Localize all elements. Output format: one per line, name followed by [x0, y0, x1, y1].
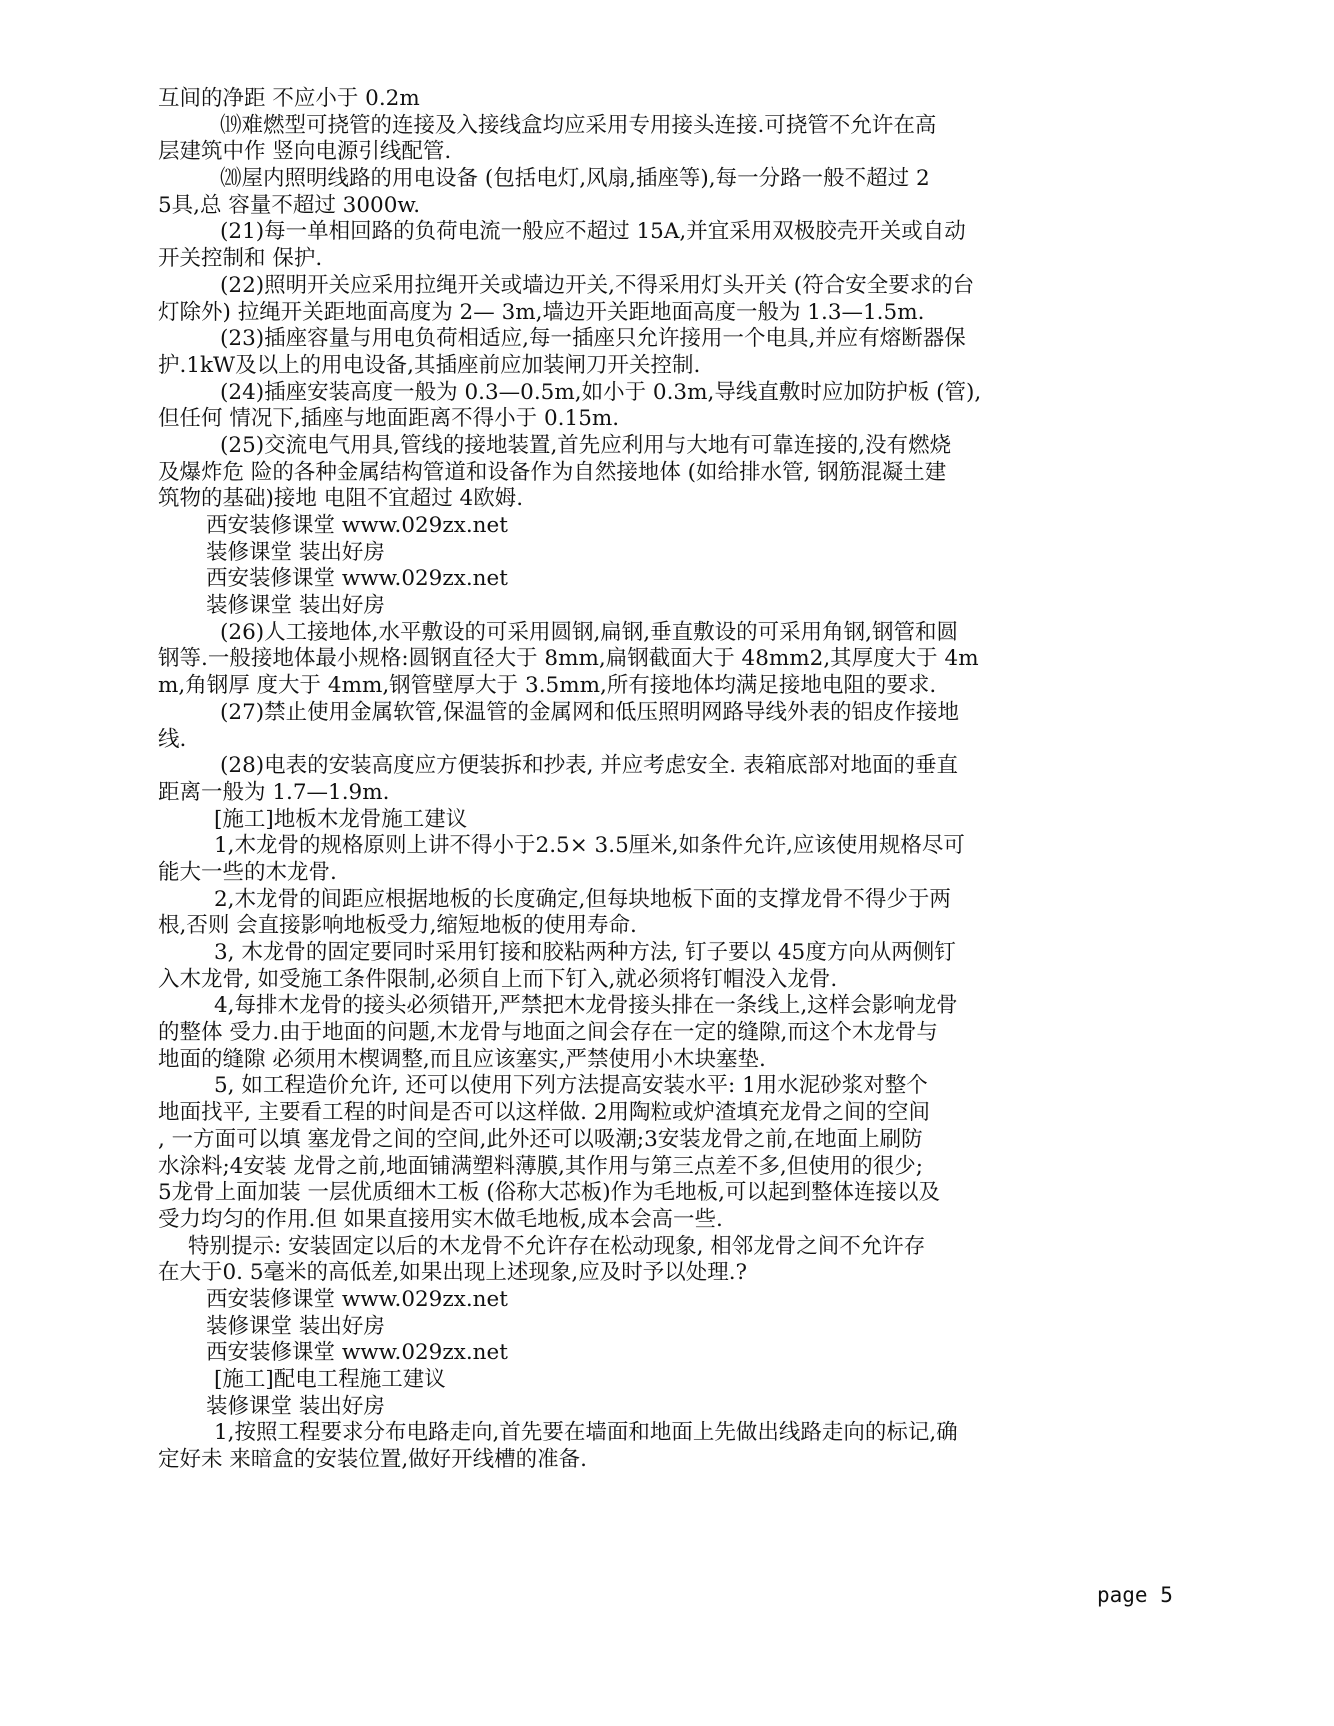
document-body — [158, 86, 1162, 1474]
body-line: 2,木龙骨的间距应根据地板的长度确定,但每块地板下面的支撑龙骨不得少于两 — [214, 886, 951, 912]
body-line: (23)插座容量与用电负荷相适应,每一插座只允许接用一个电具,并应有熔断器保 — [220, 326, 966, 352]
site-name-line: 西安装修课堂 www.029zx.net — [206, 1286, 508, 1312]
body-line: 4,每排木龙骨的接头必须错开,严禁把木龙骨接头排在一条线上,这样会影响龙骨 — [214, 993, 958, 1019]
body-line: (26)人工接地体,水平敷设的可采用圆钢,扁钢,垂直敷设的可采用角钢,钢管和圆 — [220, 619, 958, 645]
body-line: ⒆难燃型可挠管的连接及入接线盒均应采用专用接头连接.可挠管不允许在高 — [220, 112, 937, 138]
body-line: 入木龙骨, 如受施工条件限制,必须自上而下钉入,就必须将钉帽没入龙骨. — [158, 966, 838, 992]
body-line: 5龙骨上面加装 一层优质细木工板 (俗称大芯板)作为毛地板,可以起到整体连接以及 — [158, 1180, 940, 1206]
body-line: (25)交流电气用具,管线的接地装置,首先应利用与大地有可靠连接的,没有燃烧 — [220, 432, 952, 458]
body-line: 距离一般为 1.7—1.9m. — [158, 779, 390, 805]
body-line: (21)每一单相回路的负荷电流一般应不超过 15A,并宜采用双极胶壳开关或自动 — [220, 219, 966, 245]
body-line: 在大于0. 5毫米的高低差,如果出现上述现象,应及时予以处理.? — [158, 1260, 748, 1286]
body-line: (28)电表的安装高度应方便装拆和抄表, 并应考虑安全. 表箱底部对地面的垂直 — [220, 753, 958, 779]
body-line: 筑物的基础)接地 电阻不宜超过 4欧姆. — [158, 486, 524, 512]
site-name-line: 西安装修课堂 www.029zx.net — [206, 513, 508, 538]
slogan-line: 装修课堂 装出好房 — [206, 539, 385, 565]
body-line: 5, 如工程造价允许, 还可以使用下列方法提高安装水平: 1用水泥砂浆对整个 — [214, 1073, 928, 1099]
body-line: 1,按照工程要求分布电路走向,首先要在墙面和地面上先做出线路走向的标记,确 — [214, 1420, 958, 1446]
body-line: 受力均匀的作用.但 如果直接用实木做毛地板,成本会高一些. — [158, 1206, 723, 1232]
body-line: (27)禁止使用金属软管,保温管的金属网和低压照明网路导线外表的铝皮作接地 — [220, 699, 959, 725]
body-line: 层建筑中作 竖向电源引线配管. — [158, 139, 452, 165]
body-line: 钢等.一般接地体最小规格:圆钢直径大于 8mm,扁钢截面大于 48mm2,其厚度大于 4m — [158, 646, 979, 672]
body-line: 互间的净距 不应小于 0.2m — [158, 86, 420, 111]
body-line: (22)照明开关应采用拉绳开关或墙边开关,不得采用灯头开关 (符合安全要求的台 — [220, 272, 975, 298]
body-line: 及爆炸危 险的各种金属结构管道和设备作为自然接地体 (如给排水管, 钢筋混凝土建 — [158, 459, 947, 485]
slogan-line: 装修课堂 装出好房 — [206, 1313, 385, 1339]
body-line: m,角钢厚 度大于 4mm,钢管壁厚大于 3.5mm,所有接地体均满足接地电阻的要求. — [158, 673, 937, 699]
site-name-line: 西安装修课堂 www.029zx.net — [206, 566, 508, 592]
body-line: 但任何 情况下,插座与地面距离不得小于 0.15m. — [158, 406, 620, 432]
body-line: 地面找平, 主要看工程的时间是否可以这样做. 2用陶粒或炉渣填充龙骨之间的空间 — [158, 1100, 931, 1126]
section-heading: [施工]配电工程施工建议 — [214, 1367, 446, 1392]
body-line: 护.1kW及以上的用电设备,其插座前应加装闸刀开关控制. — [158, 352, 701, 378]
body-line: 开关控制和 保护. — [158, 246, 323, 272]
body-line: , 一方面可以填 塞龙骨之间的空间,此外还可以吸潮;3安装龙骨之前,在地面上刷防 — [158, 1126, 923, 1152]
slogan-line: 装修课堂 装出好房 — [206, 1393, 385, 1419]
body-line: 定好未 来暗盒的安装位置,做好开线槽的准备. — [158, 1447, 588, 1473]
body-line: 水涂料;4安装 龙骨之前,地面铺满塑料薄膜,其作用与第三点差不多,但使用的很少; — [158, 1153, 924, 1179]
body-line: 的整体 受力.由于地面的问题,木龙骨与地面之间会存在一定的缝隙,而这个木龙骨与 — [158, 1020, 938, 1046]
body-line: 根,否则 会直接影响地板受力,缩短地板的使用寿命. — [158, 913, 637, 939]
body-line: 能大一些的木龙骨. — [158, 859, 337, 885]
body-line: 线. — [158, 726, 187, 752]
body-line: 5具,总 容量不超过 3000w. — [158, 192, 421, 218]
section-heading: [施工]地板木龙骨施工建议 — [214, 806, 468, 832]
special-note-line: 特别提示: 安装固定以后的木龙骨不允许存在松动现象, 相邻龙骨之间不允许存 — [188, 1233, 926, 1259]
body-line: ⒇屋内照明线路的用电设备 (包括电灯,风扇,插座等),每一分路一般不超过 2 — [220, 166, 930, 192]
body-line: 地面的缝隙 必须用木楔调整,而且应该塞实,严禁使用小木块塞垫. — [158, 1046, 766, 1072]
body-line: 3, 木龙骨的固定要同时采用钉接和胶粘两种方法, 钉子要以 45度方向从两侧钉 — [214, 940, 956, 965]
site-name-line: 西安装修课堂 www.029zx.net — [206, 1340, 508, 1366]
page-number: page 5 — [1097, 1583, 1173, 1607]
body-line: 灯除外) 拉绳开关距地面高度为 2— 3m,墙边开关距地面高度一般为 1.3—1.5m. — [158, 299, 925, 325]
slogan-line: 装修课堂 装出好房 — [206, 593, 385, 619]
body-line: (24)插座安装高度一般为 0.3—0.5m,如小于 0.3m,导线直敷时应加防护板 (管), — [220, 379, 982, 405]
body-line: 1,木龙骨的规格原则上讲不得小于2.5× 3.5厘米,如条件允许,应该使用规格尽可 — [214, 833, 965, 859]
